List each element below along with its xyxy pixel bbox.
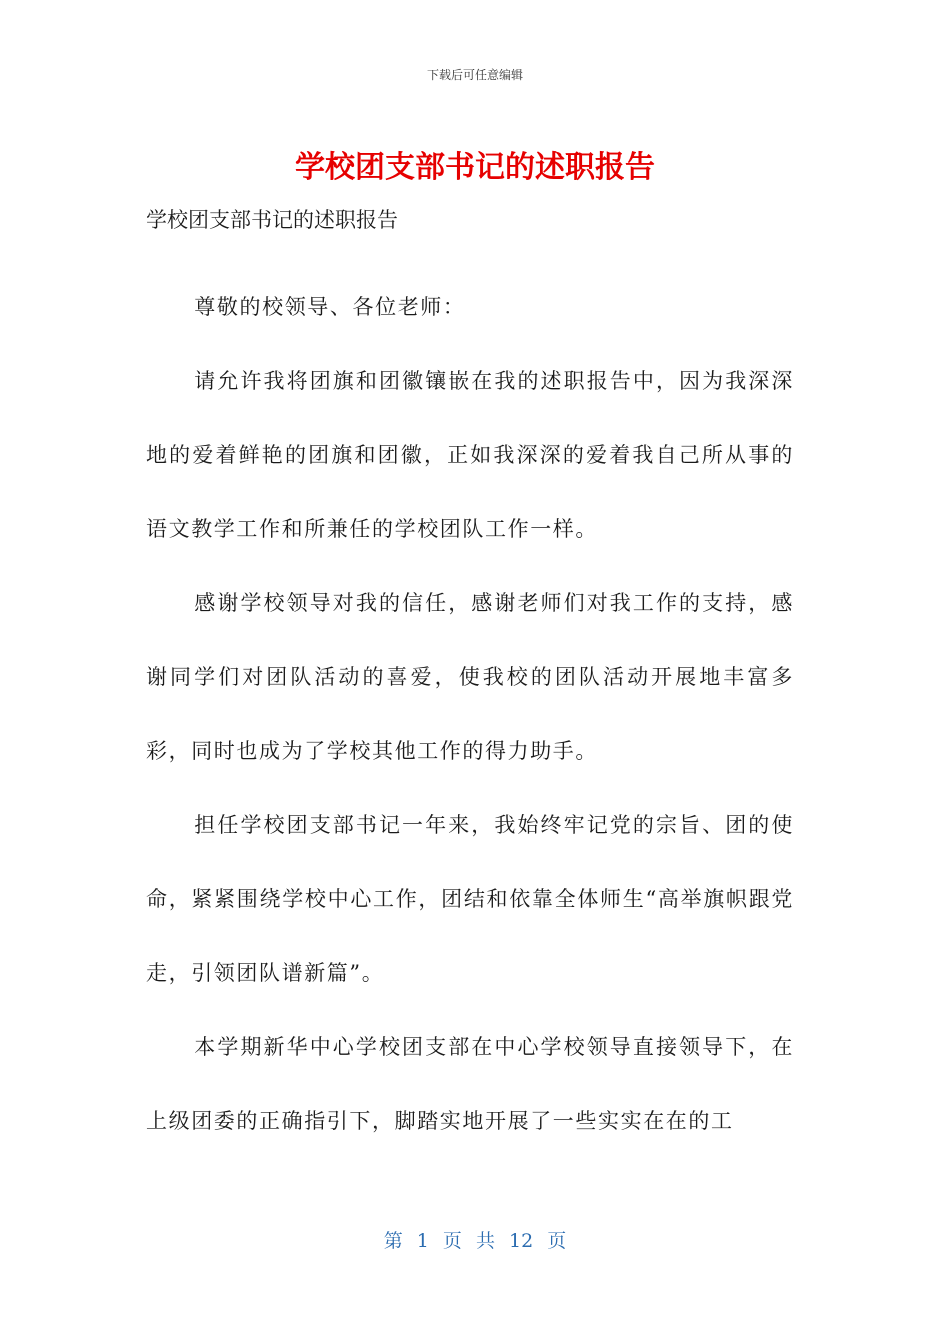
document-title: 学校团支部书记的述职报告 xyxy=(295,150,655,185)
paragraph: 请允许我将团旗和团徽镶嵌在我的述职报告中，因为我深深地的爱着鲜艳的团旗和团徽，正如我深深的爱着我自己所从事的语文教学工作和所兼任的学校团队工作一样。 xyxy=(146,369,794,541)
document-subtitle: 学校团支部书记的述职报告 xyxy=(146,208,398,232)
paragraph: 感谢学校领导对我的信任，感谢老师们对我工作的支持，感谢同学们对团队活动的喜爱，使我校的团队活动开展地丰富多彩，同时也成为了学校其他工作的得力助手。 xyxy=(146,591,794,763)
page-header-note: 下载后可任意编辑 xyxy=(426,68,523,82)
page-number: 第 1 页 共 12 页 xyxy=(383,1230,567,1252)
paragraph: 担任学校团支部书记一年来，我始终牢记党的宗旨、团的使命，紧紧围绕学校中心工作，团结和依靠全体师生“高举旗帜跟党走，引领团队谱新篇”。 xyxy=(146,813,794,985)
greeting: 尊敬的校领导、各位老师： xyxy=(194,295,466,319)
document-body xyxy=(146,198,794,1158)
paragraph: 本学期新华中心学校团支部在中心学校领导直接领导下，在上级团委的正确指引下，脚踏实地开展了一些实实在在的工 xyxy=(146,1035,794,1133)
